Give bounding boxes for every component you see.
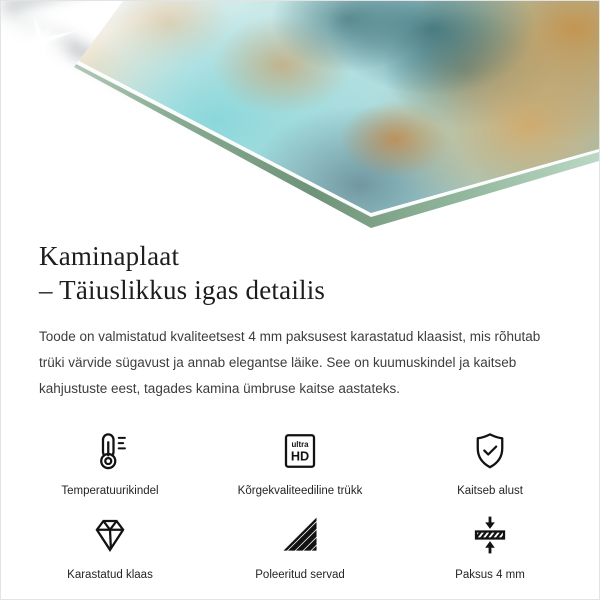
- content-section: [1, 231, 599, 402]
- shield-check-icon: [469, 430, 511, 472]
- polished-edges-icon: [279, 514, 321, 556]
- feature-label: Paksus 4 mm: [455, 569, 525, 581]
- product-image: [1, 1, 599, 231]
- feature-protects-base: [395, 430, 585, 497]
- page-title-line1: Kaminaplaat: [39, 241, 180, 271]
- ultra-hd-badge-bottom-text: HD: [290, 449, 310, 464]
- feature-thickness-4mm: [395, 514, 585, 581]
- feature-polished-edges: [205, 514, 395, 581]
- diamond-icon: [89, 514, 131, 556]
- feature-ultra-hd-print: [205, 430, 395, 497]
- page-title-line2: – Täiuslikkus igas detailis: [39, 275, 326, 305]
- page-title: [39, 239, 569, 307]
- feature-tempered-glass: [15, 514, 205, 581]
- feature-label: Poleeritud servad: [255, 569, 345, 581]
- feature-label: Karastatud klaas: [67, 569, 153, 581]
- feature-label: Temperatuurikindel: [61, 485, 159, 497]
- compress-thickness-icon: [469, 514, 511, 556]
- marble-artwork: [1, 1, 599, 231]
- feature-label: Kaitseb alust: [457, 485, 523, 497]
- features-grid: [1, 430, 599, 581]
- feature-label: Kõrgekvaliteediline trükk: [237, 485, 363, 497]
- feature-temperature-resistant: [15, 430, 205, 497]
- product-description: Toode on valmistatud kvaliteetsest 4 mm paksusest karastatud klaasist, mis rõhutab trüki värvide sügavust ja annab elegantse läike. See on kuumuskindel ja kaitseb kahjustuste eest, tagades kamina ümbruse kaitse aastateks.: [39, 329, 541, 396]
- ultra-hd-icon: [279, 430, 321, 472]
- ultra-hd-badge-top-text: ultra: [291, 440, 309, 450]
- thermometer-icon: [89, 430, 131, 472]
